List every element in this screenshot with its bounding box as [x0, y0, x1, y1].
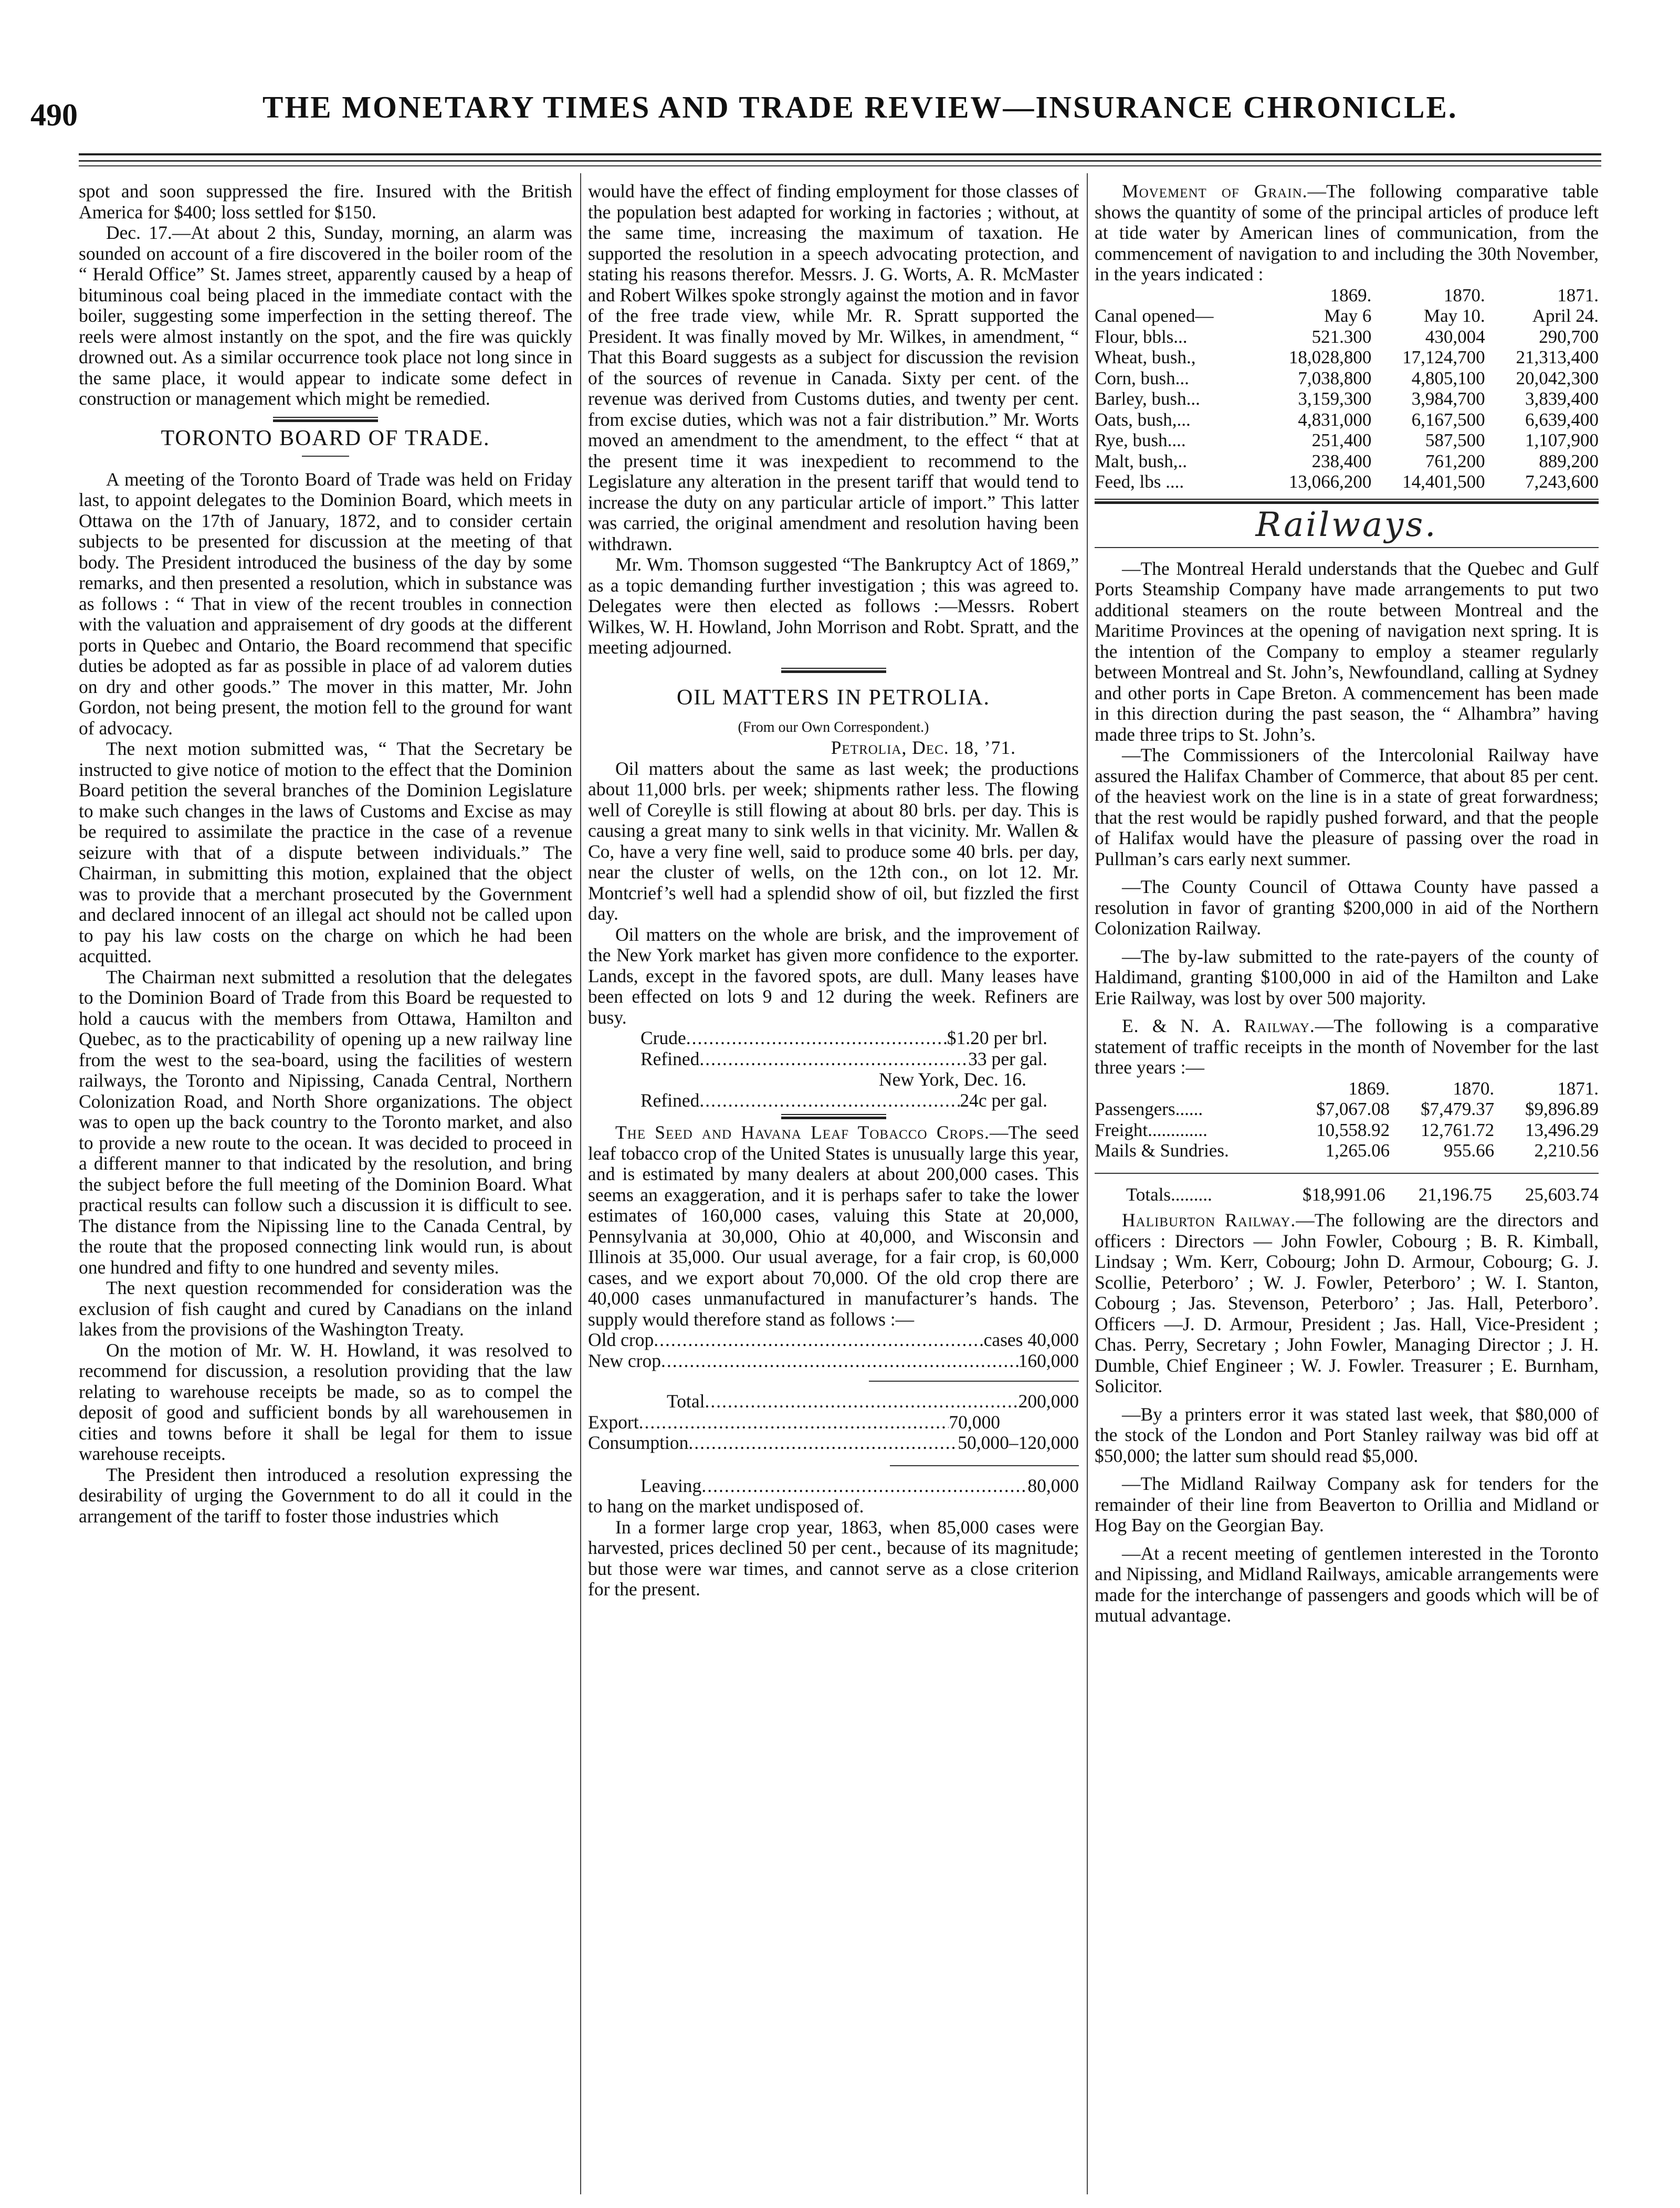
table-cell: Totals.........	[1126, 1184, 1212, 1205]
article-paragraph: Mr. Wm. Thomson suggested “The Bankruptcy Act of 1869,” as a topic demanding further investigation ; this was agreed to. Delegates were then elected as follows :—Messrs. Robert Wilkes, W. H. Howland, John Morrison and Robt. Spratt, and the meeting adjourned.	[588, 554, 1079, 658]
article-paragraph: spot and soon suppressed the fire. Insured with the British America for $400; loss settled for $150.	[79, 181, 572, 223]
table-row	[1095, 347, 1599, 368]
table-cell: 2,210.56	[1534, 1140, 1599, 1161]
section-heading: OIL MATTERS IN PETROLIA.	[676, 685, 991, 710]
article-paragraph: —By a printers error it was stated last week, that $80,000 of the stock of the London and Port Stanley railway was bid off at $50,000; the latter sum should read $5,000.	[1095, 1403, 1599, 1466]
year-header: 1871.	[1557, 1078, 1599, 1099]
supply-value: 80,000	[1027, 1475, 1079, 1496]
table-cell: April 24.	[1532, 306, 1599, 326]
table-cell: $9,896.89	[1525, 1099, 1599, 1119]
table-cell: 25,603.74	[1525, 1184, 1599, 1205]
table-row	[1095, 409, 1599, 430]
table-row	[1095, 1140, 1599, 1161]
table-cell: 430,004	[1425, 326, 1485, 347]
table-cell: Rye, bush....	[1095, 430, 1186, 450]
table-cell: 10,558.92	[1316, 1119, 1390, 1140]
table-row	[1095, 1099, 1599, 1120]
price-label: Crude	[640, 1027, 686, 1048]
article-paragraph: Dec. 17.—At about 2 this, Sunday, morning, an alarm was sounded on account of a fire discovered in the boiler room of the “ Herald Office” St. James street, apparently caused by a heap of bituminous coal being placed in the immediate contact with the boiler, suggesting some imperfection in the setting thereof. The reels were almost instantly on the spot, and the fire was quickly drowned out. As a similar occurrence took place not long since in the same place, it would appear to indicate some defect in construction or management which might be remedied.	[79, 222, 572, 409]
table-cell: May 10.	[1424, 306, 1485, 326]
table-cell: 521.300	[1311, 326, 1372, 347]
section-divider	[1095, 499, 1599, 504]
table-row	[1095, 1120, 1599, 1141]
table-cell: 21,313,400	[1516, 347, 1599, 367]
section-heading: Railways.	[1255, 505, 1438, 544]
supply-row	[588, 1412, 1079, 1433]
table-cell: 17,124,700	[1402, 347, 1485, 367]
column-divider	[580, 173, 581, 2194]
section-divider	[781, 668, 886, 673]
year-header: 1869.	[1330, 285, 1372, 306]
section-divider	[302, 456, 349, 457]
supply-value: cases 40,000	[983, 1329, 1079, 1350]
table-cell: 12,761.72	[1421, 1119, 1495, 1140]
page-number: 490	[30, 98, 78, 132]
article-paragraph: —The Commissioners of the Intercolonial Railway have assured the Halifax Chamber of Commerce, that about 85 per cent. of the heaviest work on the line is in a state of great forwardness; that the rest would be rapidly pushed forward, and that the people of Halifax would have the pleasure of passing over the road in Pullman’s cars early next summer.	[1095, 744, 1599, 869]
supply-value: 50,000–120,000	[958, 1432, 1079, 1453]
table-header-row	[1095, 285, 1599, 306]
article-paragraph: The President then introduced a resolution expressing the desirability of urging the Government to do all it could in the arrangement of the tariff to foster those industries which	[79, 1464, 572, 1527]
column-3	[1095, 181, 1599, 1626]
table-cell: 955.66	[1443, 1140, 1495, 1161]
supply-row	[588, 1330, 1079, 1351]
table-cell: 3,839,400	[1525, 388, 1599, 409]
article-paragraph: —The following comparative table shows the quantity of some of the principal articles of produce left at tide water by American lines of communication, from the commencement of navigation to and including the 30th November, in the years indicated :	[1095, 181, 1599, 285]
table-cell: 1,107,900	[1525, 430, 1599, 450]
article-paragraph: The next question recommended for consideration was the exclusion of fish caught and cured by Canadians on the inland lakes from the provisions of the Washington Treaty.	[79, 1277, 572, 1340]
table-cell: 889,200	[1539, 450, 1599, 471]
article-lead: The Seed and Havana Leaf Tobacco Crops.	[615, 1122, 990, 1143]
supply-label: Old crop	[588, 1329, 654, 1350]
table-cell: 4,831,000	[1298, 409, 1372, 430]
table-row	[1095, 471, 1599, 492]
table-cell: Corn, bush...	[1095, 367, 1189, 388]
year-header: 1869.	[1348, 1078, 1390, 1099]
sum-rule	[869, 1381, 1079, 1382]
article-paragraph: Oil matters about the same as last week; the productions about 11,000 brls. per week; shipments rather less. The flowing well of Coreylle is still flowing at about 80 brls. per day. This is causing a great many to sink wells in that vicinity. Mr. Wallen & Co, have a very fine well, said to produce some 40 brls. per day, near the cluster of wells, on the 12th con., on lot 12. Mr. Montcrief’s well had a splendid show of oil, but fizzled the first day.	[588, 758, 1079, 924]
grain-table	[1095, 285, 1599, 492]
table-cell: 7,243,600	[1525, 471, 1599, 492]
table-cell: 251,400	[1311, 430, 1372, 450]
article-paragraph: to hang on the market undisposed of.	[588, 1496, 864, 1517]
table-cell: May 6	[1324, 306, 1372, 326]
supply-row	[588, 1433, 1079, 1454]
article-paragraph: —The following are the directors and officers : Directors — John Fowler, Cobourg ; B. R. Kimball, Lindsay ; Wm. Kerr, Cobourg; John D. Armour, Cobourg; G. J. Scollie, Peterboro’ ; W. J. Fowler, Peterboro’ ; W. I. Stanton, Cobourg ; Jas. Stevenson, Peterboro’ ; Jas. Hall, Peterboro’. Officers —J. D. Armour, President ; Jas. Hall, Vice-President ; Chas. Perry, Secretary ; John Fowler, Managing Director ; J. H. Dumble, Chief Engineer ; W. J. Fowler. Treasurer ; E. Burnham, Solicitor.	[1095, 1210, 1599, 1396]
table-row	[1095, 451, 1599, 472]
sum-rule	[1095, 1173, 1599, 1174]
table-cell: 4,805,100	[1411, 367, 1485, 388]
table-cell: Flour, bbls...	[1095, 326, 1188, 347]
header-rule	[79, 153, 1601, 155]
article-paragraph: Oil matters on the whole are brisk, and the improvement of the New York market has given more confidence to the exporter. Lands, except in the favored spots, are dull. Many leases have been effected on lots 9 and 12 during the week. Refiners are busy.	[588, 923, 1079, 1028]
table-cell: 13,066,200	[1288, 471, 1372, 492]
article-paragraph: —The Montreal Herald understands that the Quebec and Gulf Ports Steamship Company have made arrangements to put two additional steamers on the route between Montreal and the Maritime Provinces at the opening of navigation next spring. It is the intention of the Company to employ a steamer regularly between Montreal and St. John’s, Newfoundland, calling at Sydney and other ports in Cape Breton. A commencement has been made in this direction during the past season, the “ Alhambra” having made three trips to St. John’s.	[1095, 558, 1599, 745]
supply-row	[588, 1351, 1079, 1372]
dateline: New York, Dec. 16.	[878, 1069, 1026, 1090]
section-divider	[1095, 547, 1599, 548]
column-2	[588, 181, 1079, 1600]
table-cell: Oats, bush,...	[1095, 409, 1191, 430]
table-cell: Passengers......	[1095, 1099, 1203, 1119]
table-cell: 290,700	[1539, 326, 1599, 347]
article-paragraph: On the motion of Mr. W. H. Howland, it was resolved to recommend for discussion, a resolution providing that the law relating to warehouse receipts be made, so as to compel the deposit of good and sufficient bonds by all warehousemen in cities and towns before it shall be legal for them to issue warehouse receipts.	[79, 1339, 572, 1464]
table-row	[1095, 327, 1599, 348]
article-paragraph: —The Midland Railway Company ask for tenders for the remainder of their line from Beaverton to Orillia and Midland or Hog Bay on the Georgian Bay.	[1095, 1473, 1599, 1536]
price-label: Refined	[640, 1089, 700, 1111]
article-paragraph: —The following is a comparative statement of traffic receipts in the month of November for the last three years :—	[1095, 1015, 1599, 1078]
column-1	[79, 181, 572, 1527]
article-lead: Movement of Grain.	[1122, 181, 1308, 202]
article-paragraph: would have the effect of finding employment for those classes of the population best adapted for working in factories ; without, at the same time, increasing the maximum of taxation. He supported the resolution in a speech advocating protection, and stating his reasons therefor. Messrs. J. G. Worts, A. R. McMaster and Robert Wilkes spoke strongly against the motion and in favor of the free trade view, while Mr. R. Spratt supported the President. It was finally moved by Mr. Wilkes, in amendment, “ That this Board suggests as a subject for discussion the revision of the sources of revenue in Canada. Sixty per cent. of the revenue was derived from Customs duties, and twenty per cent. from excise duties, which was not a fair distribution.” Mr. Worts moved an amendment to the amendment, to the effect “ that at the present time it was inexpedient to recommend to the Legislature any alteration in the present tariff that would tend to increase the duty on any particular article of import.” This latter was carried, the original amendment and resolution having been withdrawn.	[588, 181, 1079, 554]
article-paragraph: —At a recent meeting of gentlemen interested in the Toronto and Nipissing, and Midland Railways, amicable arrangements were made for the interchange of passengers and goods which will be of mutual advantage.	[1095, 1542, 1599, 1626]
table-cell: 7,038,800	[1298, 367, 1372, 388]
section-divider	[781, 1114, 886, 1119]
table-row	[1095, 1184, 1599, 1205]
supply-row	[588, 1476, 1079, 1497]
supply-label: Export	[588, 1411, 639, 1433]
table-cell: Canal opened—	[1095, 306, 1214, 326]
table-cell: 21,196.75	[1418, 1184, 1492, 1205]
table-row	[1095, 388, 1599, 409]
table-cell: 6,639,400	[1525, 409, 1599, 430]
header-double-rule	[79, 160, 1601, 166]
page-title: THE MONETARY TIMES AND TRADE REVIEW—INSURANCE CHRONICLE.	[262, 90, 1458, 124]
supply-value: 160,000	[1018, 1350, 1079, 1371]
price-value: $1.20 per brl.	[947, 1027, 1047, 1048]
article-paragraph: —The by-law submitted to the rate-payers of the county of Haldimand, granting $100,000 in aid of the Hamilton and Lake Erie Railway, was lost by over 500 majority.	[1095, 945, 1599, 1008]
price-value: 33 per gal.	[968, 1048, 1047, 1069]
table-cell: $7,479.37	[1421, 1099, 1495, 1119]
supply-label: Total	[667, 1391, 705, 1412]
table-cell: 761,200	[1425, 450, 1485, 471]
year-header: 1870.	[1453, 1078, 1495, 1099]
traffic-total	[1095, 1184, 1599, 1205]
price-label: Refined	[640, 1048, 700, 1069]
table-cell: 13,496.29	[1525, 1119, 1599, 1140]
dateline: Petrolia, Dec. 18, ’71.	[831, 737, 1016, 758]
table-row	[1095, 306, 1599, 327]
traffic-table	[1095, 1078, 1599, 1161]
table-row	[1095, 368, 1599, 389]
sum-rule	[890, 1465, 1079, 1466]
table-cell: 3,159,300	[1298, 388, 1372, 409]
table-cell: 14,401,500	[1402, 471, 1485, 492]
supply-value: 200,000	[1018, 1391, 1079, 1412]
column-divider	[1087, 173, 1088, 2194]
table-cell: Malt, bush,..	[1095, 450, 1187, 471]
table-cell: 6,167,500	[1411, 409, 1485, 430]
supply-label: Leaving	[640, 1475, 702, 1496]
article-paragraph: A meeting of the Toronto Board of Trade was held on Friday last, to appoint delegates to the Dominion Board, which meets in Ottawa on the 17th of January, 1872, and to consider certain subjects to be presented for discussion at the meeting of that body. The President introduced the business of the day by some remarks, and then presented a resolution, which in substance was as follows : “ That in view of the recent troubles in connection with the valuation and appraisement of dry goods at the different ports in Quebec and Ontario, the Board recommend that specific duties be adopted as far as possible in place of ad valorem duties on dry and other goods.” The mover in this matter, Mr. John Gordon, not being present, the motion fell to the ground for want of advocacy.	[79, 468, 572, 739]
article-paragraph: —The seed leaf tobacco crop of the United States is unusually large this year, and is estimated by many dealers at about 200,000 cases. This seems an exaggeration, and it is perhaps safer to take the lower estimates of 160,000 cases, valuing this State at 20,000, Pennsylvania at 30,000, Ohio at 40,000, and Wisconsin and Illinois at 35,000. Our usual average, for a fair crop, is 60,000 cases, and we export about 70,000. Of the old crop there are 40,000 cases unmanufactured in manufacturer’s hands. The supply would therefore stand as follows :—	[588, 1122, 1079, 1330]
table-cell: 238,400	[1311, 450, 1372, 471]
article-lead: E. & N. A. Railway.	[1122, 1015, 1315, 1036]
table-cell: 20,042,300	[1516, 367, 1599, 388]
price-row	[588, 1090, 1079, 1111]
article-paragraph: The Chairman next submitted a resolution that the delegates to the Dominion Board of Trade from this Board be requested to hold a caucus with the members from Ottawa, Hamilton and Quebec, as to the practicability of opening up a new railway line from the west to the sea-board, using the facilities of western railways, the Toronto and Nipissing, Canada Central, Northern Colonization Road, and North Shore organizations. The object was to open up the back country to the Toronto market, and also to provide a new route to the ocean. It was decided to proceed in a different manner to that indicated by the resolution, and bring the subject before the full meeting of the Dominion Board. What practical results can follow such a discussion it is difficult to see. The distance from the Nipissing line to the Canada Central, by the route that the proposed connecting link would run, is about one hundred and fifty to one hundred and seventy miles.	[79, 966, 572, 1278]
supply-value: 70,000	[949, 1411, 1000, 1433]
table-cell: $18,991.06	[1303, 1184, 1385, 1205]
table-cell: 1,265.06	[1325, 1140, 1390, 1161]
table-cell: Mails & Sundries.	[1095, 1140, 1229, 1161]
supply-row	[588, 1391, 1079, 1412]
table-cell: 587,500	[1425, 430, 1485, 450]
table-cell: Barley, bush...	[1095, 388, 1200, 409]
price-row	[588, 1049, 1079, 1070]
price-row	[588, 1028, 1079, 1049]
section-heading: TORONTO BOARD OF TRADE.	[161, 426, 490, 450]
table-cell: 3,984,700	[1411, 388, 1485, 409]
article-lead: Haliburton Railway.	[1122, 1210, 1296, 1231]
article-paragraph: The next motion submitted was, “ That the Secretary be instructed to give notice of motion to the effect that the Dominion Board petition the several branches of the Dominion Legislature to make such changes in the laws of Customs and Excise as may be required to assimilate the practice in the case of a revenue seizure with that of a dispute between individuals.” The Chairman, in submitting this motion, explained that the object was to provide that a merchant prosecuted by the Government and declared innocent of an illegal act should not be called upon to pay his law costs on the charge on which he had been acquitted.	[79, 738, 572, 966]
supply-label: New crop	[588, 1350, 661, 1371]
table-cell: 18,028,800	[1288, 347, 1372, 367]
article-paragraph: —The County Council of Ottawa County have passed a resolution in favor of granting $200,000 in aid of the Northern Colonization Railway.	[1095, 876, 1599, 939]
year-header: 1871.	[1557, 285, 1599, 306]
article-paragraph: In a former large crop year, 1863, when 85,000 cases were harvested, prices declined 50 per cent., because of its magnitude; but those were war times, and cannot serve as a close criterion for the present.	[588, 1516, 1079, 1600]
year-header: 1870.	[1443, 285, 1485, 306]
supply-label: Consumption	[588, 1432, 689, 1453]
correspondent-note: (From our Own Correspondent.)	[738, 719, 929, 735]
table-cell: Freight.............	[1095, 1119, 1208, 1140]
section-divider	[273, 417, 378, 422]
table-row	[1095, 430, 1599, 451]
table-cell: Wheat, bush.,	[1095, 347, 1196, 367]
table-cell: $7,067.08	[1316, 1099, 1390, 1119]
price-value: 24c per gal.	[960, 1089, 1047, 1111]
table-cell: Feed, lbs ....	[1095, 471, 1184, 492]
table-header-row	[1095, 1078, 1599, 1099]
